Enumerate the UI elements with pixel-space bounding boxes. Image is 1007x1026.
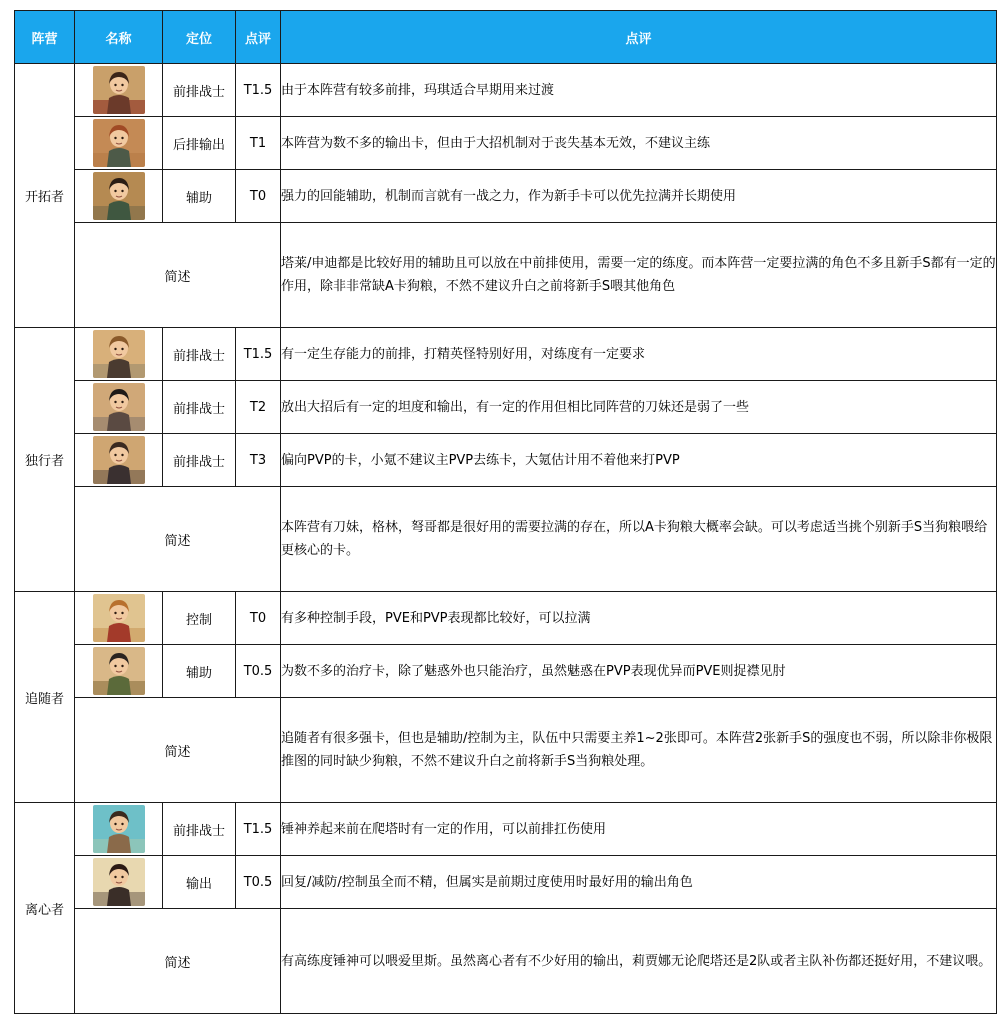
tier-cell: T0.5 bbox=[236, 645, 281, 698]
summary-row bbox=[15, 909, 997, 1014]
comment-cell: 本阵营为数不多的输出卡，但由于大招机制对于丧失基本无效，不建议主练 bbox=[281, 117, 997, 170]
hero-avatar-cell bbox=[75, 856, 163, 909]
position-cell: 前排战士 bbox=[163, 64, 236, 117]
hero-avatar-cell bbox=[75, 170, 163, 223]
hero-row bbox=[15, 434, 997, 487]
hero-portrait-support bbox=[93, 172, 145, 220]
header-position: 定位 bbox=[163, 11, 236, 64]
hero-portrait-dark-hair-fighter bbox=[93, 383, 145, 431]
faction-cell: 离心者 bbox=[15, 803, 75, 1014]
position-cell: 控制 bbox=[163, 592, 236, 645]
comment-cell: 强力的回能辅助，机制而言就有一战之力，作为新手卡可以优先拉满并长期使用 bbox=[281, 170, 997, 223]
hero-avatar-cell bbox=[75, 381, 163, 434]
hero-row bbox=[15, 381, 997, 434]
hero-portrait-healer bbox=[93, 647, 145, 695]
comment-cell: 有一定生存能力的前排，打精英怪特别好用，对练度有一定要求 bbox=[281, 328, 997, 381]
position-cell: 辅助 bbox=[163, 645, 236, 698]
tier-cell: T1.5 bbox=[236, 803, 281, 856]
hero-portrait-redhead bbox=[93, 119, 145, 167]
position-cell: 前排战士 bbox=[163, 803, 236, 856]
tier-cell: T2 bbox=[236, 381, 281, 434]
header-faction: 阵营 bbox=[15, 11, 75, 64]
hero-row bbox=[15, 592, 997, 645]
comment-cell: 偏向PVP的卡，小氪不建议主PVP去练卡，大氪估计用不着他来打PVP bbox=[281, 434, 997, 487]
hero-avatar-cell bbox=[75, 645, 163, 698]
hero-row bbox=[15, 645, 997, 698]
faction-cell: 开拓者 bbox=[15, 64, 75, 328]
header-row bbox=[15, 11, 997, 64]
header-tier: 点评 bbox=[236, 11, 281, 64]
tier-cell: T1.5 bbox=[236, 328, 281, 381]
position-cell: 前排战士 bbox=[163, 434, 236, 487]
hero-portrait-rider bbox=[93, 66, 145, 114]
summary-text: 有高练度锤神可以喂爱里斯。虽然离心者有不少好用的输出，莉贾娜无论爬塔还是2队或者主队补伤都还挺好用，不建议喂。 bbox=[281, 909, 997, 1014]
comment-cell: 放出大招后有一定的坦度和输出，有一定的作用但相比同阵营的刀妹还是弱了一些 bbox=[281, 381, 997, 434]
hero-row bbox=[15, 64, 997, 117]
position-cell: 前排战士 bbox=[163, 328, 236, 381]
summary-row bbox=[15, 698, 997, 803]
summary-label: 简述 bbox=[75, 698, 281, 803]
hero-avatar-cell bbox=[75, 592, 163, 645]
summary-label: 简述 bbox=[75, 223, 281, 328]
tier-cell: T0 bbox=[236, 592, 281, 645]
hero-row bbox=[15, 328, 997, 381]
summary-text: 追随者有很多强卡，但也是辅助/控制为主，队伍中只需要主养1~2张即可。本阵营2张新手S的强度也不弱，所以除非你极限推图的同时缺少狗粮，不然不建议升白之前将新手S当狗粮处理。 bbox=[281, 698, 997, 803]
comment-cell: 有多种控制手段，PVE和PVP表现都比较好，可以拉满 bbox=[281, 592, 997, 645]
position-cell: 输出 bbox=[163, 856, 236, 909]
comment-cell: 回复/减防/控制虽全而不精，但属实是前期过度使用时最好用的输出角色 bbox=[281, 856, 997, 909]
position-cell: 辅助 bbox=[163, 170, 236, 223]
summary-label: 简述 bbox=[75, 487, 281, 592]
tier-cell: T3 bbox=[236, 434, 281, 487]
hero-row bbox=[15, 856, 997, 909]
hero-row bbox=[15, 170, 997, 223]
hero-row bbox=[15, 117, 997, 170]
tier-cell: T1.5 bbox=[236, 64, 281, 117]
comment-cell: 由于本阵营有较多前排，玛琪适合早期用来过渡 bbox=[281, 64, 997, 117]
comment-cell: 为数不多的治疗卡，除了魅惑外也只能治疗，虽然魅惑在PVP表现优异而PVE则捉襟见肘 bbox=[281, 645, 997, 698]
hero-avatar-cell bbox=[75, 803, 163, 856]
hero-tier-table bbox=[14, 10, 997, 1014]
tier-cell: T1 bbox=[236, 117, 281, 170]
hero-portrait-bearded-fighter bbox=[93, 436, 145, 484]
header-comment: 点评 bbox=[281, 11, 997, 64]
summary-row bbox=[15, 487, 997, 592]
hero-portrait-hammer bbox=[93, 805, 145, 853]
hero-avatar-cell bbox=[75, 64, 163, 117]
hero-portrait-blond-fighter bbox=[93, 330, 145, 378]
hero-portrait-controller bbox=[93, 594, 145, 642]
summary-text: 塔莱/申迪都是比较好用的辅助且可以放在中前排使用，需要一定的练度。而本阵营一定要拉满的角色不多且新手S都有一定的作用，除非非常缺A卡狗粮，不然不建议升白之前将新手S喂其他角色 bbox=[281, 223, 997, 328]
position-cell: 后排输出 bbox=[163, 117, 236, 170]
tier-cell: T0.5 bbox=[236, 856, 281, 909]
faction-cell: 独行者 bbox=[15, 328, 75, 592]
hero-avatar-cell bbox=[75, 117, 163, 170]
faction-cell: 追随者 bbox=[15, 592, 75, 803]
hero-avatar-cell bbox=[75, 328, 163, 381]
summary-row bbox=[15, 223, 997, 328]
comment-cell: 锤神养起来前在爬塔时有一定的作用，可以前排扛伤使用 bbox=[281, 803, 997, 856]
tier-cell: T0 bbox=[236, 170, 281, 223]
hero-portrait-damage bbox=[93, 858, 145, 906]
summary-text: 本阵营有刀妹，格林，弩哥都是很好用的需要拉满的存在，所以A卡狗粮大概率会缺。可以考虑适当挑个别新手S当狗粮喂给更核心的卡。 bbox=[281, 487, 997, 592]
position-cell: 前排战士 bbox=[163, 381, 236, 434]
summary-label: 简述 bbox=[75, 909, 281, 1014]
header-name: 名称 bbox=[75, 11, 163, 64]
hero-row bbox=[15, 803, 997, 856]
hero-avatar-cell bbox=[75, 434, 163, 487]
